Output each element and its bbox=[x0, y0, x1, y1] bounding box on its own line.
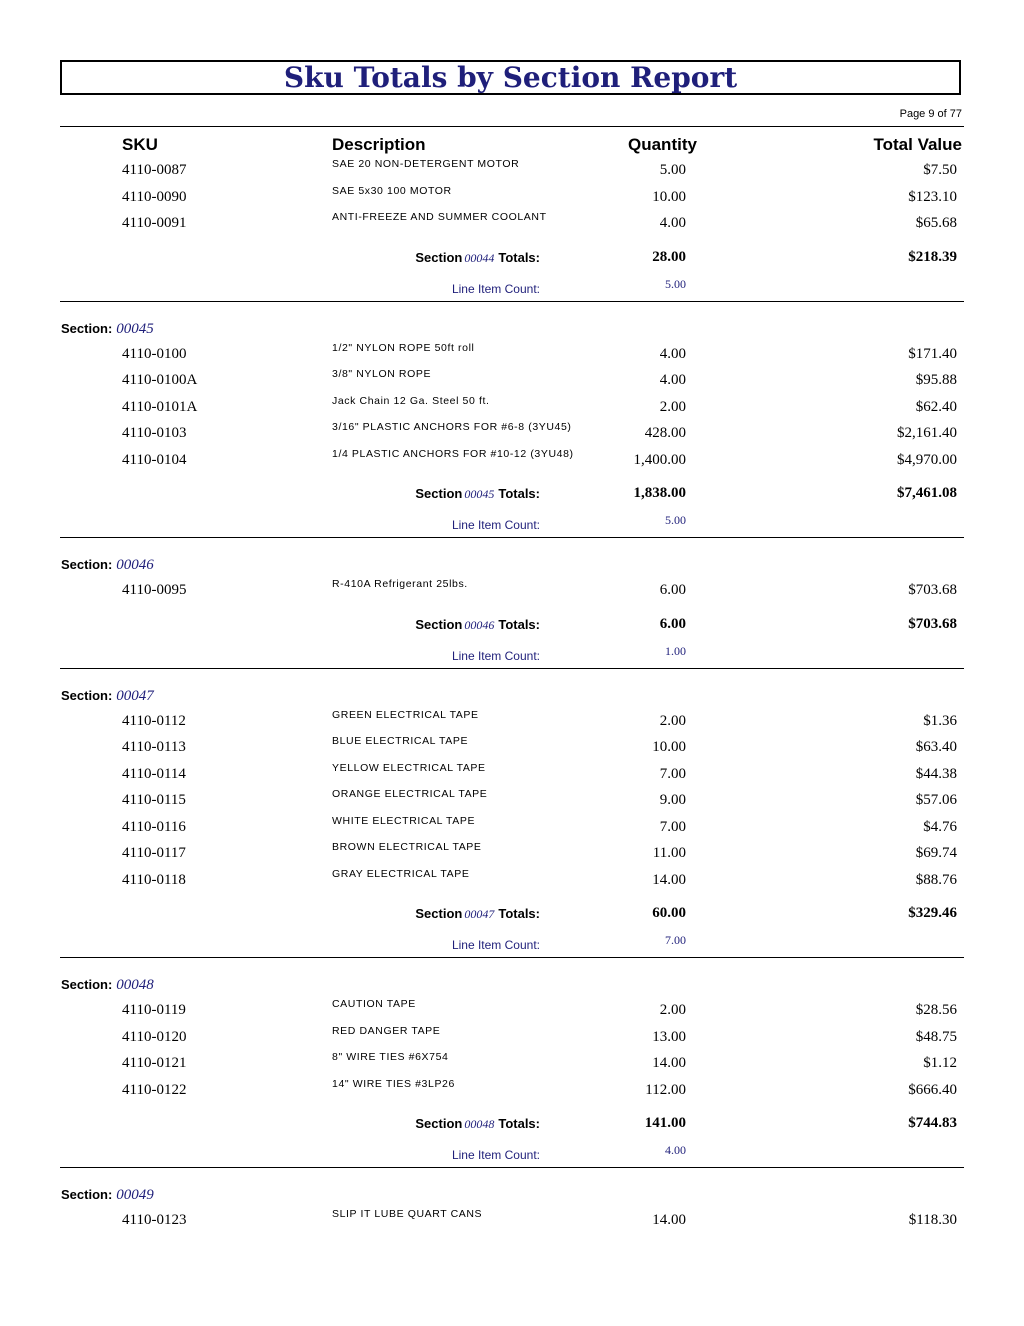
sku-cell: 4110-0090 bbox=[122, 189, 187, 205]
table-row bbox=[0, 578, 1024, 602]
total-quantity: 60.00 bbox=[652, 905, 686, 921]
section-totals-label bbox=[415, 906, 540, 922]
total-quantity: 141.00 bbox=[644, 1115, 686, 1131]
section-code: 00047 bbox=[116, 688, 154, 704]
line-item-count-value: 5.00 bbox=[665, 277, 686, 291]
table-row bbox=[0, 448, 1024, 472]
sku-cell: 4110-0113 bbox=[122, 739, 186, 755]
column-header-description: Description bbox=[332, 135, 426, 154]
quantity-cell: 112.00 bbox=[645, 1082, 686, 1098]
sku-cell: 4110-0122 bbox=[122, 1082, 187, 1098]
totals-word: Totals: bbox=[498, 1116, 540, 1131]
quantity-cell: 2.00 bbox=[659, 713, 686, 729]
value-cell: $69.74 bbox=[915, 845, 957, 861]
value-cell: $1.12 bbox=[923, 1055, 957, 1071]
totals-word: Totals: bbox=[498, 906, 540, 921]
table-row bbox=[0, 1025, 1024, 1049]
line-item-count-row bbox=[0, 1143, 1024, 1168]
description-cell: 3/16" PLASTIC ANCHORS FOR #6-8 (3YU45) bbox=[332, 421, 572, 433]
section-code: 00048 bbox=[116, 977, 154, 993]
line-item-count-label: Line Item Count: bbox=[451, 938, 540, 952]
section-label: Section: bbox=[61, 688, 113, 703]
sku-cell: 4110-0115 bbox=[122, 792, 186, 808]
section-code: 00049 bbox=[116, 1187, 154, 1203]
value-cell: $62.40 bbox=[915, 399, 957, 415]
section-totals-row bbox=[0, 1116, 1024, 1136]
section-word: Section bbox=[415, 617, 463, 632]
quantity-cell: 1,400.00 bbox=[633, 452, 686, 468]
section-header bbox=[61, 976, 154, 994]
value-cell: $48.75 bbox=[915, 1029, 957, 1045]
description-cell: SAE 20 NON-DETERGENT MOTOR bbox=[332, 158, 520, 170]
sku-cell: 4110-0112 bbox=[122, 713, 186, 729]
value-cell: $63.40 bbox=[915, 739, 957, 755]
section-word: Section bbox=[415, 486, 463, 501]
table-row bbox=[0, 762, 1024, 786]
value-cell: $1.36 bbox=[923, 713, 957, 729]
description-cell: 1/4 PLASTIC ANCHORS FOR #10-12 (3YU48) bbox=[332, 448, 574, 460]
section-word: Section bbox=[415, 906, 463, 921]
column-header-sku: SKU bbox=[122, 135, 158, 154]
section-header bbox=[61, 687, 154, 705]
table-row bbox=[0, 1051, 1024, 1075]
value-cell: $171.40 bbox=[908, 346, 957, 362]
value-cell: $4.76 bbox=[923, 819, 957, 835]
sku-cell: 4110-0123 bbox=[122, 1212, 187, 1228]
table-row bbox=[0, 395, 1024, 419]
sku-cell: 4110-0104 bbox=[122, 452, 187, 468]
section-totals-label bbox=[415, 250, 540, 266]
section-code: 00045 bbox=[464, 487, 495, 501]
table-row bbox=[0, 211, 1024, 235]
total-value: $703.68 bbox=[908, 616, 957, 632]
quantity-cell: 4.00 bbox=[659, 346, 686, 362]
section-label: Section: bbox=[61, 321, 113, 336]
description-cell: BLUE ELECTRICAL TAPE bbox=[332, 735, 469, 747]
description-cell: 1/2" NYLON ROPE 50ft roll bbox=[332, 342, 475, 354]
section-totals-label bbox=[415, 1116, 540, 1132]
description-cell: GRAY ELECTRICAL TAPE bbox=[332, 868, 470, 880]
table-row bbox=[0, 158, 1024, 182]
quantity-cell: 13.00 bbox=[652, 1029, 686, 1045]
description-cell: SAE 5x30 100 MOTOR bbox=[332, 185, 452, 197]
table-row bbox=[0, 815, 1024, 839]
total-value: $7,461.08 bbox=[897, 485, 957, 501]
sku-cell: 4110-0087 bbox=[122, 162, 187, 178]
line-item-count-value: 1.00 bbox=[665, 644, 686, 658]
line-item-count-label: Line Item Count: bbox=[451, 1148, 540, 1162]
section-totals-label bbox=[415, 617, 540, 633]
section-header bbox=[61, 556, 154, 574]
value-cell: $118.30 bbox=[908, 1212, 957, 1228]
line-item-count-label: Line Item Count: bbox=[451, 282, 540, 296]
section-totals-label bbox=[415, 486, 540, 502]
value-cell: $7.50 bbox=[923, 162, 957, 178]
quantity-cell: 428.00 bbox=[644, 425, 686, 441]
sku-cell: 4110-0101A bbox=[122, 399, 198, 415]
quantity-cell: 6.00 bbox=[659, 582, 686, 598]
table-row bbox=[0, 342, 1024, 366]
line-item-count-row bbox=[0, 933, 1024, 958]
section-header bbox=[61, 1186, 154, 1204]
table-row bbox=[0, 998, 1024, 1022]
description-cell: CAUTION TAPE bbox=[332, 998, 416, 1010]
section-code: 00048 bbox=[464, 1117, 495, 1131]
section-label: Section: bbox=[61, 557, 113, 572]
description-cell: 8" WIRE TIES #6X754 bbox=[332, 1051, 449, 1063]
quantity-cell: 9.00 bbox=[659, 792, 686, 808]
table-row bbox=[0, 421, 1024, 445]
sku-cell: 4110-0117 bbox=[122, 845, 186, 861]
sku-cell: 4110-0121 bbox=[122, 1055, 187, 1071]
description-cell: 3/8" NYLON ROPE bbox=[332, 368, 432, 380]
description-cell: YELLOW ELECTRICAL TAPE bbox=[332, 762, 486, 774]
quantity-cell: 4.00 bbox=[659, 215, 686, 231]
line-item-count-label: Line Item Count: bbox=[451, 649, 540, 663]
description-cell: ANTI-FREEZE AND SUMMER COOLANT bbox=[332, 211, 547, 223]
totals-word: Totals: bbox=[498, 250, 540, 265]
value-cell: $57.06 bbox=[915, 792, 957, 808]
section-code: 00046 bbox=[464, 618, 495, 632]
column-header-quantity: Quantity bbox=[628, 135, 697, 154]
totals-word: Totals: bbox=[498, 486, 540, 501]
line-item-count-label: Line Item Count: bbox=[451, 518, 540, 532]
description-cell: 14" WIRE TIES #3LP26 bbox=[332, 1078, 455, 1090]
sku-cell: 4110-0100A bbox=[122, 372, 198, 388]
section-code: 00047 bbox=[464, 907, 495, 921]
section-divider bbox=[60, 537, 964, 538]
description-cell: GREEN ELECTRICAL TAPE bbox=[332, 709, 479, 721]
line-item-count-value: 7.00 bbox=[665, 933, 686, 947]
description-cell: BROWN ELECTRICAL TAPE bbox=[332, 841, 482, 853]
sku-cell: 4110-0118 bbox=[122, 872, 186, 888]
quantity-cell: 5.00 bbox=[659, 162, 686, 178]
sku-cell: 4110-0095 bbox=[122, 582, 187, 598]
section-code: 00044 bbox=[464, 251, 495, 265]
description-cell: SLIP IT LUBE QUART CANS bbox=[332, 1208, 483, 1220]
section-word: Section bbox=[415, 250, 463, 265]
value-cell: $4,970.00 bbox=[897, 452, 957, 468]
quantity-cell: 10.00 bbox=[652, 189, 686, 205]
table-row bbox=[0, 709, 1024, 733]
line-item-count-row bbox=[0, 277, 1024, 302]
value-cell: $44.38 bbox=[915, 766, 957, 782]
section-header bbox=[61, 320, 154, 338]
section-divider bbox=[60, 668, 964, 669]
total-quantity: 1,838.00 bbox=[633, 485, 686, 501]
section-totals-row bbox=[0, 486, 1024, 506]
value-cell: $666.40 bbox=[908, 1082, 957, 1098]
value-cell: $88.76 bbox=[915, 872, 957, 888]
table-row bbox=[0, 185, 1024, 209]
value-cell: $95.88 bbox=[915, 372, 957, 388]
section-code: 00045 bbox=[116, 321, 154, 337]
section-totals-row bbox=[0, 250, 1024, 270]
value-cell: $703.68 bbox=[908, 582, 957, 598]
quantity-cell: 2.00 bbox=[659, 399, 686, 415]
table-row bbox=[0, 1208, 1024, 1232]
quantity-cell: 11.00 bbox=[652, 845, 686, 861]
value-cell: $2,161.40 bbox=[897, 425, 957, 441]
column-header-total-value: Total Value bbox=[873, 135, 962, 154]
description-cell: R-410A Refrigerant 25lbs. bbox=[332, 578, 468, 590]
report-title: Sku Totals by Section Report bbox=[283, 61, 738, 94]
section-label: Section: bbox=[61, 1187, 113, 1202]
section-label: Section: bbox=[61, 977, 113, 992]
page-number: Page 9 of 77 bbox=[899, 108, 962, 120]
table-row bbox=[0, 1078, 1024, 1102]
line-item-count-row bbox=[0, 513, 1024, 538]
table-row bbox=[0, 368, 1024, 392]
quantity-cell: 2.00 bbox=[659, 1002, 686, 1018]
value-cell: $65.68 bbox=[915, 215, 957, 231]
sku-cell: 4110-0091 bbox=[122, 215, 187, 231]
section-code: 00046 bbox=[116, 557, 154, 573]
description-cell: Jack Chain 12 Ga. Steel 50 ft. bbox=[332, 395, 490, 407]
sku-cell: 4110-0119 bbox=[122, 1002, 186, 1018]
quantity-cell: 10.00 bbox=[652, 739, 686, 755]
value-cell: $28.56 bbox=[915, 1002, 957, 1018]
sku-cell: 4110-0114 bbox=[122, 766, 186, 782]
quantity-cell: 14.00 bbox=[652, 872, 686, 888]
sku-cell: 4110-0100 bbox=[122, 346, 187, 362]
table-row bbox=[0, 868, 1024, 892]
quantity-cell: 14.00 bbox=[652, 1055, 686, 1071]
total-value: $744.83 bbox=[908, 1115, 957, 1131]
section-totals-row bbox=[0, 906, 1024, 926]
section-divider bbox=[60, 301, 964, 302]
table-row bbox=[0, 841, 1024, 865]
sku-cell: 4110-0116 bbox=[122, 819, 186, 835]
sku-cell: 4110-0103 bbox=[122, 425, 187, 441]
line-item-count-value: 5.00 bbox=[665, 513, 686, 527]
totals-word: Totals: bbox=[498, 617, 540, 632]
quantity-cell: 7.00 bbox=[659, 819, 686, 835]
line-item-count-row bbox=[0, 644, 1024, 669]
quantity-cell: 7.00 bbox=[659, 766, 686, 782]
quantity-cell: 14.00 bbox=[652, 1212, 686, 1228]
description-cell: WHITE ELECTRICAL TAPE bbox=[332, 815, 476, 827]
table-row bbox=[0, 788, 1024, 812]
description-cell: RED DANGER TAPE bbox=[332, 1025, 441, 1037]
quantity-cell: 4.00 bbox=[659, 372, 686, 388]
table-row bbox=[0, 735, 1024, 759]
total-quantity: 6.00 bbox=[659, 616, 686, 632]
total-value: $329.46 bbox=[908, 905, 957, 921]
description-cell: ORANGE ELECTRICAL TAPE bbox=[332, 788, 488, 800]
value-cell: $123.10 bbox=[908, 189, 957, 205]
section-divider bbox=[60, 1167, 964, 1168]
section-divider bbox=[60, 957, 964, 958]
sku-cell: 4110-0120 bbox=[122, 1029, 187, 1045]
total-value: $218.39 bbox=[908, 249, 957, 265]
total-quantity: 28.00 bbox=[652, 249, 686, 265]
section-word: Section bbox=[415, 1116, 463, 1131]
section-totals-row bbox=[0, 617, 1024, 637]
line-item-count-value: 4.00 bbox=[665, 1143, 686, 1157]
